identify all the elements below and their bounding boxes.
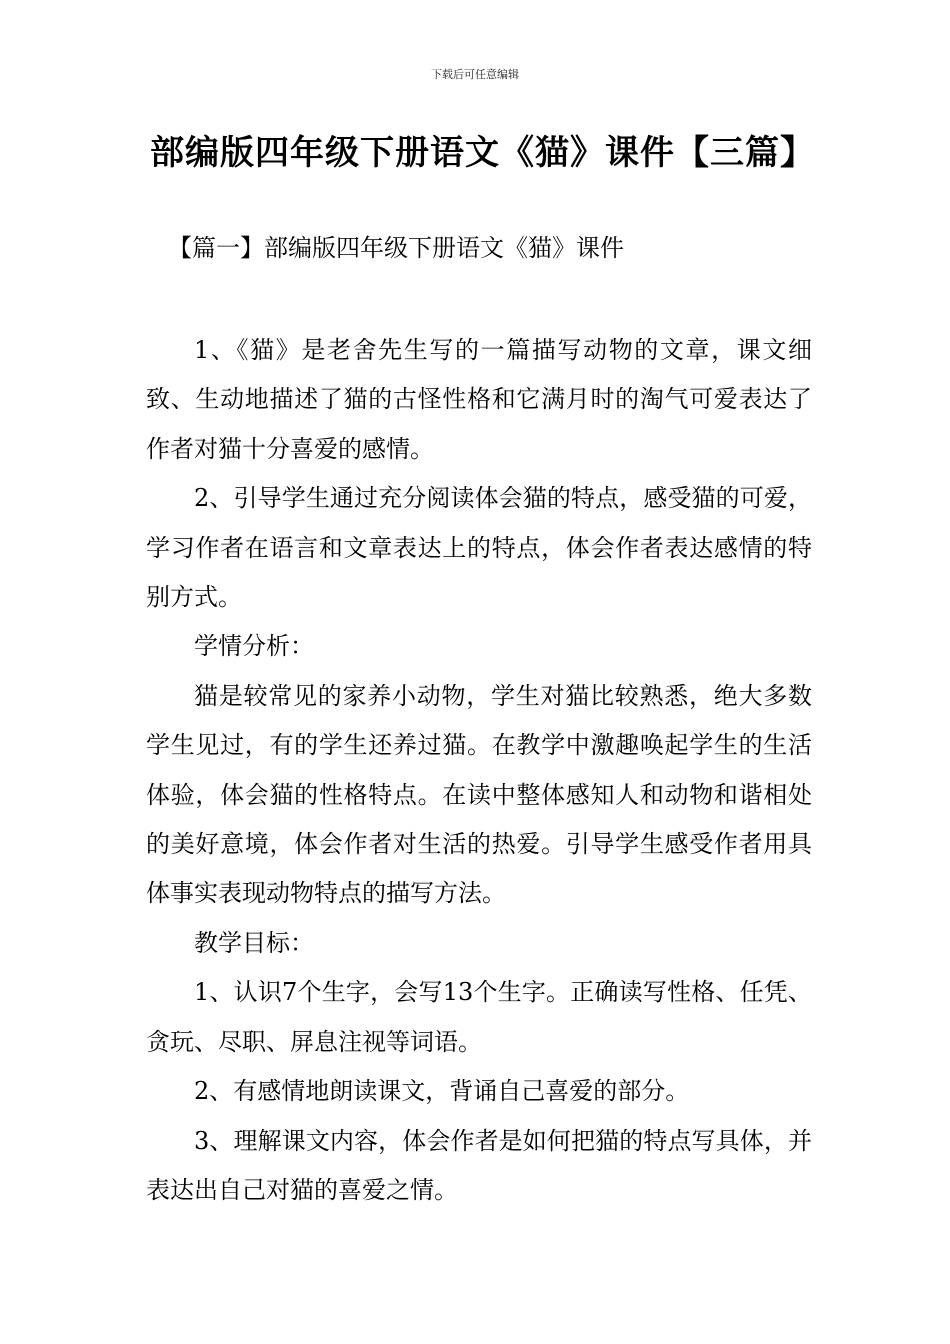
document-title: 部编版四年级下册语文《猫》课件【三篇】 [150,133,815,173]
paragraph-analysis: 猫是较常见的家养小动物，学生对猫比较熟悉，绝大多数学生见过，有的学生还养过猫。在教学中激趣唤起学生的生活体验，体会猫的性格特点。在读中整体感知人和动物和谐相处的美好意境，体会作者对生活的热爱。引导学生感受作者用具体事实表现动物特点的描写方法。 [146,681,812,908]
heading-analysis: 学情分析： [194,632,314,661]
paragraph-goal-3: 3、理解课文内容，体会作者是如何把猫的特点写具体，并表达出自己对猫的喜爱之情。 [146,1126,812,1204]
header-note: 下载后可任意编辑 [431,68,519,81]
paragraph-intro-1: 1、《猫》是老舍先生写的一篇描写动物的文章，课文细致、生动地描述了猫的古怪性格和它满月时的淘气可爱表达了作者对猫十分喜爱的感情。 [146,336,812,463]
section-heading: 【篇一】部编版四年级下册语文《猫》课件 [168,234,624,262]
document-body [146,326,812,1215]
paragraph-goal-1: 1、认识7个生字，会写13个生字。正确读写性格、任凭、贪玩、尽职、屏息注视等词语。 [146,978,812,1056]
paragraph-goal-2: 2、有感情地朗读课文，背诵自己喜爱的部分。 [194,1077,690,1106]
heading-goals: 教学目标： [194,928,314,957]
paragraph-intro-2: 2、引导学生通过充分阅读体会猫的特点，感受猫的可爱，学习作者在语言和文章表达上的特点，体会作者表达感情的特别方式。 [146,484,812,612]
